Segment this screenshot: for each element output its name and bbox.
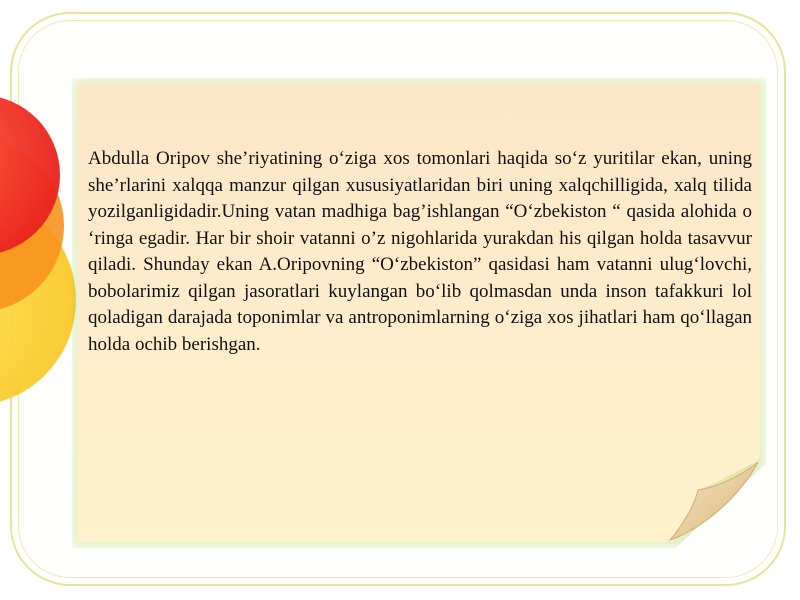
body-paragraph: Abdulla Oripov she’riyatining o‘ziga xos tomonlari haqida so‘z yuritilar ekan, uning she’rlarini xalqqa manzur qilgan xususiyatlaridan biri uning xalqchilligida, xalq tilida yozilganligidadir.Uning vatan madhiga bag’ishlangan “O‘zbekiston “ qasida alohida o ‘ringa egadir. Har bir shoir vatanni o’z nigohlarida yurakdan his qilgan holda tasavvur qiladi. Shunday ekan A.Oripovning “O‘zbekiston” qasidasi ham vatanni ulug‘lovchi, bobolarimiz qilgan jasoratlari kuylangan bo‘lib qolmasdan unda inson tafakkuri lol qoladigan darajada toponimlar va antroponimlarning o‘ziga xos jihatlari ham qo‘llagan holda ochib berishgan.	[88, 148, 752, 355]
page-curl-icon	[650, 458, 762, 544]
